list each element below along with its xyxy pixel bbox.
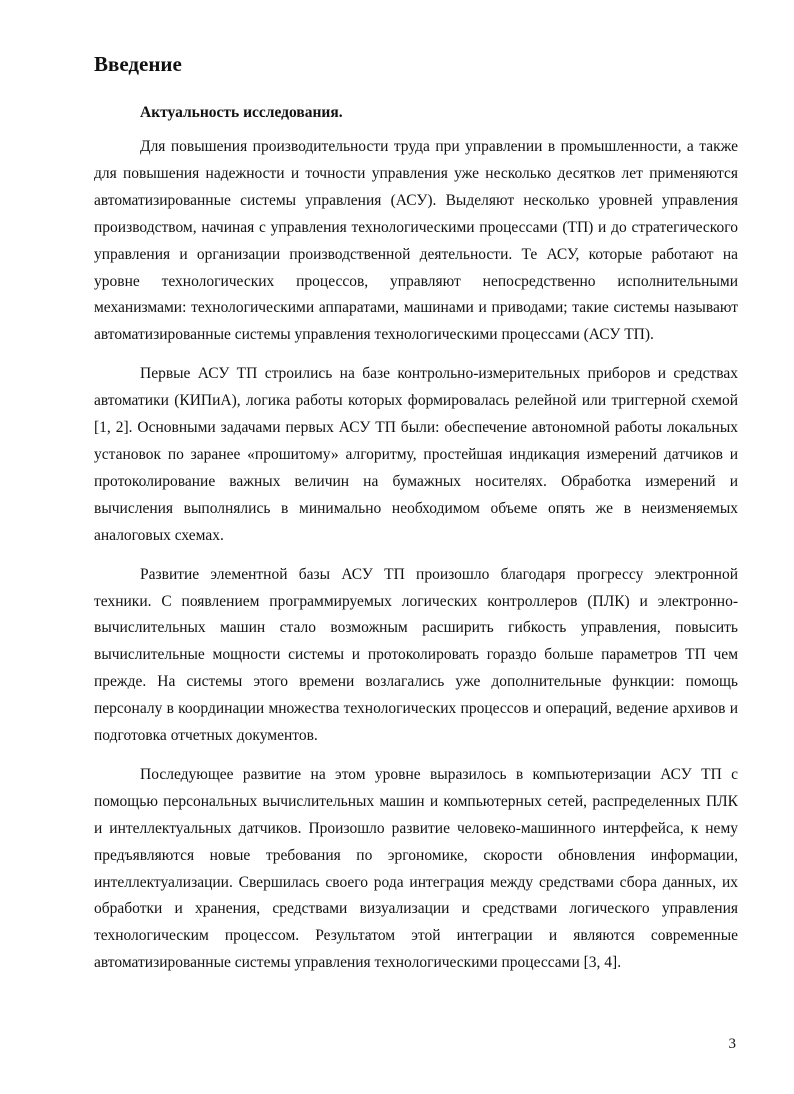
page-number: 3 [728, 1036, 736, 1052]
paragraph-4: Последующее развитие на этом уровне выразилось в компьютеризации АСУ ТП с помощью персональных вычислительных машин и компьютерных сетей, распределенных ПЛК и интеллектуальных датчиков. Произошло развитие человеко-машинного интерфейса, к нему предъявляются новые требования по эргономике, скорости обновления информации, интеллектуализации. Свершилась своего рода интеграция между средствами сбора данных, их обработки и хранения, средствами визуализации и средствами логического управления технологическим процессом. Результатом этой интеграции и являются современные автоматизированные системы управления технологическими процессами [3, 4]. [94, 765, 738, 972]
section-subtitle: Актуальность исследования. [140, 104, 343, 121]
paragraph-3: Развитие элементной базы АСУ ТП произошло благодаря прогрессу электронной техники. С появлением программируемых логических контроллеров (ПЛК) и электронно-вычислительных машин стало возможным расширить гибкость управления, повысить вычислительные мощности системы и протоколировать гораздо больше параметров ТП чем прежде. На системы этого времени возлагались уже дополнительные функции: помощь персоналу в координации множества технологических процессов и операций, ведение архивов и подготовка отчетных документов. [94, 565, 738, 745]
paragraph-1: Для повышения производительности труда при управлении в промышленности, а также для повышения надежности и точности управления уже несколько десятков лет применяются автоматизированные системы управления (АСУ). Выделяют несколько уровней управления производством, начиная с управления технологическими процессами (ТП) и до стратегического управления и организации производственной деятельности. Те АСУ, которые работают на уровне технологических процессов, управляют непосредственно исполнительными механизмами: технологическими аппаратами, машинами и приводами; такие системы называют автоматизированные системы управления технологическими процессами (АСУ ТП). [94, 138, 738, 344]
page-title: Введение [94, 52, 182, 76]
paragraph-2: Первые АСУ ТП строились на базе контрольно-измерительных приборов и средствах автоматики (КИПиА), логика работы которых формировалась релейной или триггерной схемой [1, 2]. Основными задачами первых АСУ ТП были: обеспечение автономной работы локальных установок по заранее «прошитому» алгоритму, простейшая индикация измерений датчиков и протоколирование важных величин на бумажных носителях. Обработка измерений и вычисления выполнялись в минимально необходимом объеме опять же в неизменяемых аналоговых схемах. [94, 365, 738, 544]
body-text [94, 134, 738, 989]
